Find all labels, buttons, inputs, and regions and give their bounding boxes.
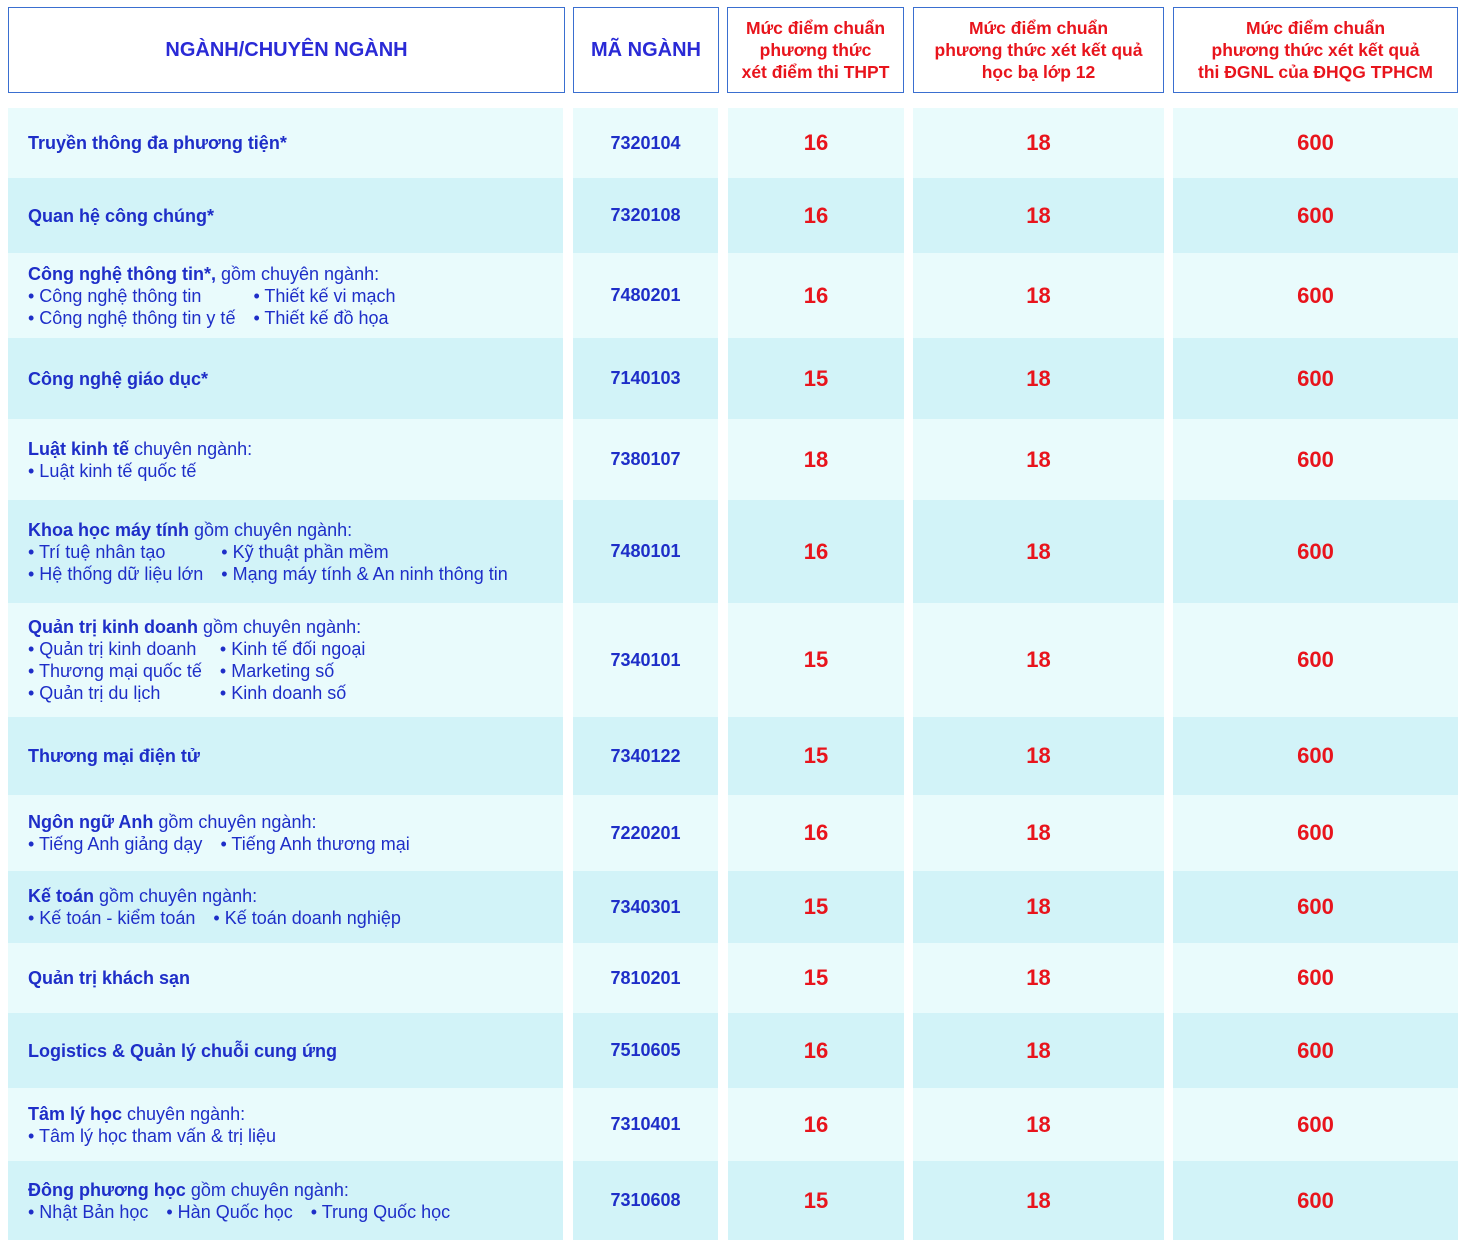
major-suffix: gồm chuyên ngành: [94,886,258,906]
dgnl-score-value: 600 [1297,743,1334,768]
major-code-cell [573,178,718,253]
major-name: Khoa học máy tính [28,519,190,540]
major-suffix: gồm chuyên ngành: [215,263,380,284]
specialization-item: • Quản trị kinh doanh [28,639,197,659]
header-dgnl-line: phương thức xét kết quả [1211,40,1420,60]
major-name: Quan hệ công chúng* [28,205,215,226]
thpt-score-value: 15 [803,1187,829,1213]
header-dgnl-line: Mức điểm chuẩn [1245,18,1386,38]
specialization-item: • Mạng máy tính & An ninh thông tin [221,563,508,584]
thpt-score-cell [728,795,904,871]
hocba-score-cell [913,943,1164,1013]
table-row [0,717,1460,795]
thpt-score-cell [728,419,904,500]
major-code-cell [573,1013,718,1088]
dgnl-score-value: 600 [1297,1111,1334,1137]
dgnl-score-cell [1173,108,1458,178]
thpt-score-value: 15 [803,743,829,768]
dgnl-score-cell [1173,1013,1458,1088]
major-description [28,967,190,989]
specialization-item: • Tiếng Anh giảng dạy [28,834,203,854]
hocba-score-value: 18 [1026,538,1051,564]
specialization-item: • Hàn Quốc học [166,1201,293,1222]
major-cell [8,500,563,603]
specialization-item: • Thiết kế vi mạch [253,285,396,306]
major-cell [8,795,563,871]
hocba-score-value: 18 [1026,130,1051,155]
major-code-cell [573,1161,718,1240]
major-name: Kế toán [28,886,95,906]
thpt-score-cell [728,338,904,419]
specialization-item: • Công nghệ thông tin y tế [28,307,236,328]
major-cell [8,1088,563,1161]
thpt-score-value: 15 [803,365,829,391]
major-code-cell [573,717,718,795]
major-code-value: 7340101 [610,649,681,670]
hocba-score-cell [913,178,1164,253]
major-name: Luật kinh tế [28,438,130,459]
major-code-cell [573,338,718,419]
major-code-cell [573,603,718,717]
major-name: Công nghệ thông tin*, [28,263,216,284]
hocba-score-cell [913,717,1164,795]
major-name: Truyền thông đa phương tiện* [28,133,287,153]
header-thpt [727,7,904,93]
major-code-value: 7320108 [610,205,681,225]
major-code-value: 7480101 [610,541,681,561]
specialization-list [28,638,365,704]
specialization-item: • Trung Quốc học [310,1201,451,1222]
major-name: Quản trị khách sạn [28,968,191,988]
major-title-line [28,132,287,154]
dgnl-score-cell [1173,717,1458,795]
specialization-item: • Hệ thống dữ liệu lớn [28,563,204,584]
header-dgnl-line: thi ĐGNL của ĐHQG TPHCM [1198,62,1433,82]
table-row [0,1088,1460,1161]
thpt-score-value: 15 [803,894,829,919]
dgnl-score-value: 600 [1297,130,1334,155]
major-title-line [28,885,401,907]
dgnl-score-value: 600 [1297,965,1334,990]
specialization-item: • Thương mại quốc tế [28,661,202,681]
thpt-score-value: 16 [803,538,829,564]
major-code-value: 7340301 [610,896,681,917]
major-cell [8,871,563,943]
major-title-line [28,1040,337,1062]
dgnl-score-cell [1173,603,1458,717]
thpt-score-value: 16 [803,202,829,228]
table-row [0,419,1460,500]
table-row [0,178,1460,253]
thpt-score-value: 16 [803,820,829,845]
header-thpt-line: Mức điểm chuẩn [745,18,886,38]
major-title-line [28,519,508,541]
specialization-list [28,907,401,929]
hocba-score-value: 18 [1026,202,1051,228]
major-description [28,1179,450,1223]
major-title-line [28,205,214,227]
major-code-value: 7810201 [610,967,681,988]
major-title-line [28,438,252,460]
table-row [0,603,1460,717]
major-suffix: gồm chuyên ngành: [189,519,353,540]
specialization-item: • Kế toán doanh nghiệp [213,908,401,928]
hocba-score-value: 18 [1026,1037,1051,1063]
major-code-value: 7340122 [610,745,681,766]
thpt-score-value: 16 [803,1037,829,1063]
dgnl-score-value: 600 [1297,365,1334,391]
dgnl-score-value: 600 [1297,820,1334,845]
specialization-item: • Luật kinh tế quốc tế [28,460,197,481]
dgnl-score-cell [1173,500,1458,603]
major-title-line [28,745,200,767]
header-hocba-line: Mức điểm chuẩn [968,18,1109,38]
major-description [28,205,214,227]
hocba-score-value: 18 [1026,965,1051,990]
major-name: Công nghệ giáo dục* [28,368,208,389]
major-description [28,616,365,704]
thpt-score-cell [728,871,904,943]
major-title-line [28,811,410,833]
thpt-score-value: 16 [803,282,829,308]
hocba-score-value: 18 [1026,1111,1051,1137]
major-code-cell [573,943,718,1013]
header-hocba-line: học bạ lớp 12 [981,62,1096,82]
major-description [28,885,401,929]
major-cell [8,1161,563,1240]
thpt-score-cell [728,500,904,603]
major-code-value: 7480201 [610,285,681,305]
major-code-cell [573,871,718,943]
specialization-list [28,541,508,585]
hocba-score-cell [913,1088,1164,1161]
major-code-cell [573,795,718,871]
header-major-label: NGÀNH/CHUYÊN NGÀNH [165,38,408,61]
header-hocba [913,7,1164,93]
specialization-item: • Tâm lý học tham vấn & trị liệu [28,1125,277,1146]
major-title-line [28,1179,450,1201]
hocba-score-cell [913,253,1164,338]
hocba-score-cell [913,871,1164,943]
specialization-item: • Kế toán - kiểm toán [28,908,196,928]
thpt-score-cell [728,717,904,795]
hocba-score-cell [913,338,1164,419]
dgnl-score-value: 600 [1297,647,1334,672]
thpt-score-value: 16 [803,1111,829,1137]
major-description [28,811,410,855]
header-major [8,7,565,93]
major-title-line [28,616,365,638]
major-cell [8,943,563,1013]
score-table-body [0,108,1460,1240]
thpt-score-cell [728,1161,904,1240]
major-description [28,1040,337,1062]
hocba-score-cell [913,795,1164,871]
hocba-score-value: 18 [1026,647,1051,672]
major-code-value: 7310401 [610,1114,681,1134]
major-name: Thương mại điện tử [28,746,200,766]
major-name: Đông phương học [28,1179,186,1200]
major-title-line [28,368,208,390]
major-cell [8,603,563,717]
hocba-score-cell [913,603,1164,717]
hocba-score-value: 18 [1026,820,1051,845]
major-suffix: gồm chuyên ngành: [153,812,317,832]
table-row [0,871,1460,943]
table-row [0,500,1460,603]
major-code-cell [573,253,718,338]
major-code-cell [573,500,718,603]
major-suffix: chuyên ngành: [122,1103,246,1124]
major-code-cell [573,1088,718,1161]
specialization-list [28,1201,450,1223]
major-description [28,368,208,390]
major-code-value: 7140103 [610,368,681,388]
dgnl-score-cell [1173,419,1458,500]
dgnl-score-cell [1173,795,1458,871]
dgnl-score-value: 600 [1297,446,1334,472]
hocba-score-value: 18 [1026,365,1051,391]
thpt-score-cell [728,178,904,253]
specialization-item: • Thiết kế đồ họa [253,307,389,328]
major-code-value: 7380107 [610,449,681,469]
specialization-item: • Marketing số [219,661,335,681]
table-row [0,1161,1460,1240]
major-code-cell [573,108,718,178]
table-row [0,108,1460,178]
header-hocba-line: phương thức xét kết quả [934,40,1143,60]
thpt-score-value: 15 [803,647,829,672]
hocba-score-cell [913,1161,1164,1240]
table-row [0,943,1460,1013]
specialization-list [28,833,410,855]
major-name: Ngôn ngữ Anh [28,812,154,832]
major-code-value: 7220201 [610,822,681,843]
specialization-item: • Nhật Bản học [28,1201,149,1222]
hocba-score-value: 18 [1026,1187,1051,1213]
major-code-value: 7510605 [610,1040,681,1060]
major-description [28,745,200,767]
major-suffix: chuyên ngành: [129,438,253,459]
dgnl-score-cell [1173,943,1458,1013]
hocba-score-value: 18 [1026,282,1051,308]
specialization-item: • Kinh tế đối ngoại [219,639,366,659]
thpt-score-cell [728,603,904,717]
thpt-score-value: 16 [803,130,829,155]
major-name: Quản trị kinh doanh [28,617,198,637]
major-code-cell [573,419,718,500]
major-code-value: 7310608 [610,1190,681,1210]
specialization-item: • Tiếng Anh thương mại [220,834,410,854]
dgnl-score-value: 600 [1297,1187,1334,1213]
dgnl-score-cell [1173,1088,1458,1161]
header-thpt-line: phương thức [759,40,872,60]
thpt-score-value: 18 [803,446,829,472]
hocba-score-cell [913,500,1164,603]
major-suffix: gồm chuyên ngành: [198,617,362,637]
hocba-score-cell [913,419,1164,500]
header-dgnl [1173,7,1458,93]
dgnl-score-value: 600 [1297,202,1334,228]
hocba-score-value: 18 [1026,446,1051,472]
specialization-item: • Kinh doanh số [219,683,347,703]
major-cell [8,717,563,795]
specialization-list [28,1125,276,1147]
dgnl-score-cell [1173,1161,1458,1240]
major-cell [8,178,563,253]
header-code [573,7,719,93]
major-cell [8,419,563,500]
major-code-value: 7320104 [610,132,681,153]
hocba-score-cell [913,108,1164,178]
dgnl-score-cell [1173,253,1458,338]
thpt-score-value: 15 [803,965,829,990]
major-description [28,1103,276,1147]
hocba-score-value: 18 [1026,743,1051,768]
dgnl-score-value: 600 [1297,894,1334,919]
header-code-label: MÃ NGÀNH [591,38,701,61]
major-cell [8,338,563,419]
specialization-item: • Kỹ thuật phần mềm [221,541,389,562]
dgnl-score-value: 600 [1297,1037,1334,1063]
thpt-score-cell [728,253,904,338]
major-title-line [28,967,190,989]
dgnl-score-cell [1173,338,1458,419]
dgnl-score-cell [1173,178,1458,253]
thpt-score-cell [728,943,904,1013]
dgnl-score-value: 600 [1297,538,1334,564]
major-cell [8,253,563,338]
hocba-score-cell [913,1013,1164,1088]
thpt-score-cell [728,108,904,178]
thpt-score-cell [728,1088,904,1161]
major-name: Logistics & Quản lý chuỗi cung ứng [28,1040,338,1061]
major-title-line [28,263,395,285]
dgnl-score-cell [1173,871,1458,943]
thpt-score-cell [728,1013,904,1088]
table-row [0,795,1460,871]
major-description [28,132,287,154]
table-row [0,1013,1460,1088]
specialization-list [28,460,252,482]
major-suffix: gồm chuyên ngành: [185,1179,349,1200]
hocba-score-value: 18 [1026,894,1051,919]
specialization-item: • Trí tuệ nhân tạo [28,541,166,562]
major-cell [8,108,563,178]
specialization-item: • Quản trị du lịch [28,683,161,703]
major-description [28,263,395,329]
major-name: Tâm lý học [28,1103,123,1124]
specialization-list [28,285,395,329]
header-thpt-line: xét điểm thi THPT [741,62,890,82]
table-row [0,253,1460,338]
specialization-item: • Công nghệ thông tin [28,285,202,306]
table-row [0,338,1460,419]
dgnl-score-value: 600 [1297,282,1334,308]
major-description [28,438,252,482]
major-title-line [28,1103,276,1125]
major-description [28,519,508,585]
major-cell [8,1013,563,1088]
